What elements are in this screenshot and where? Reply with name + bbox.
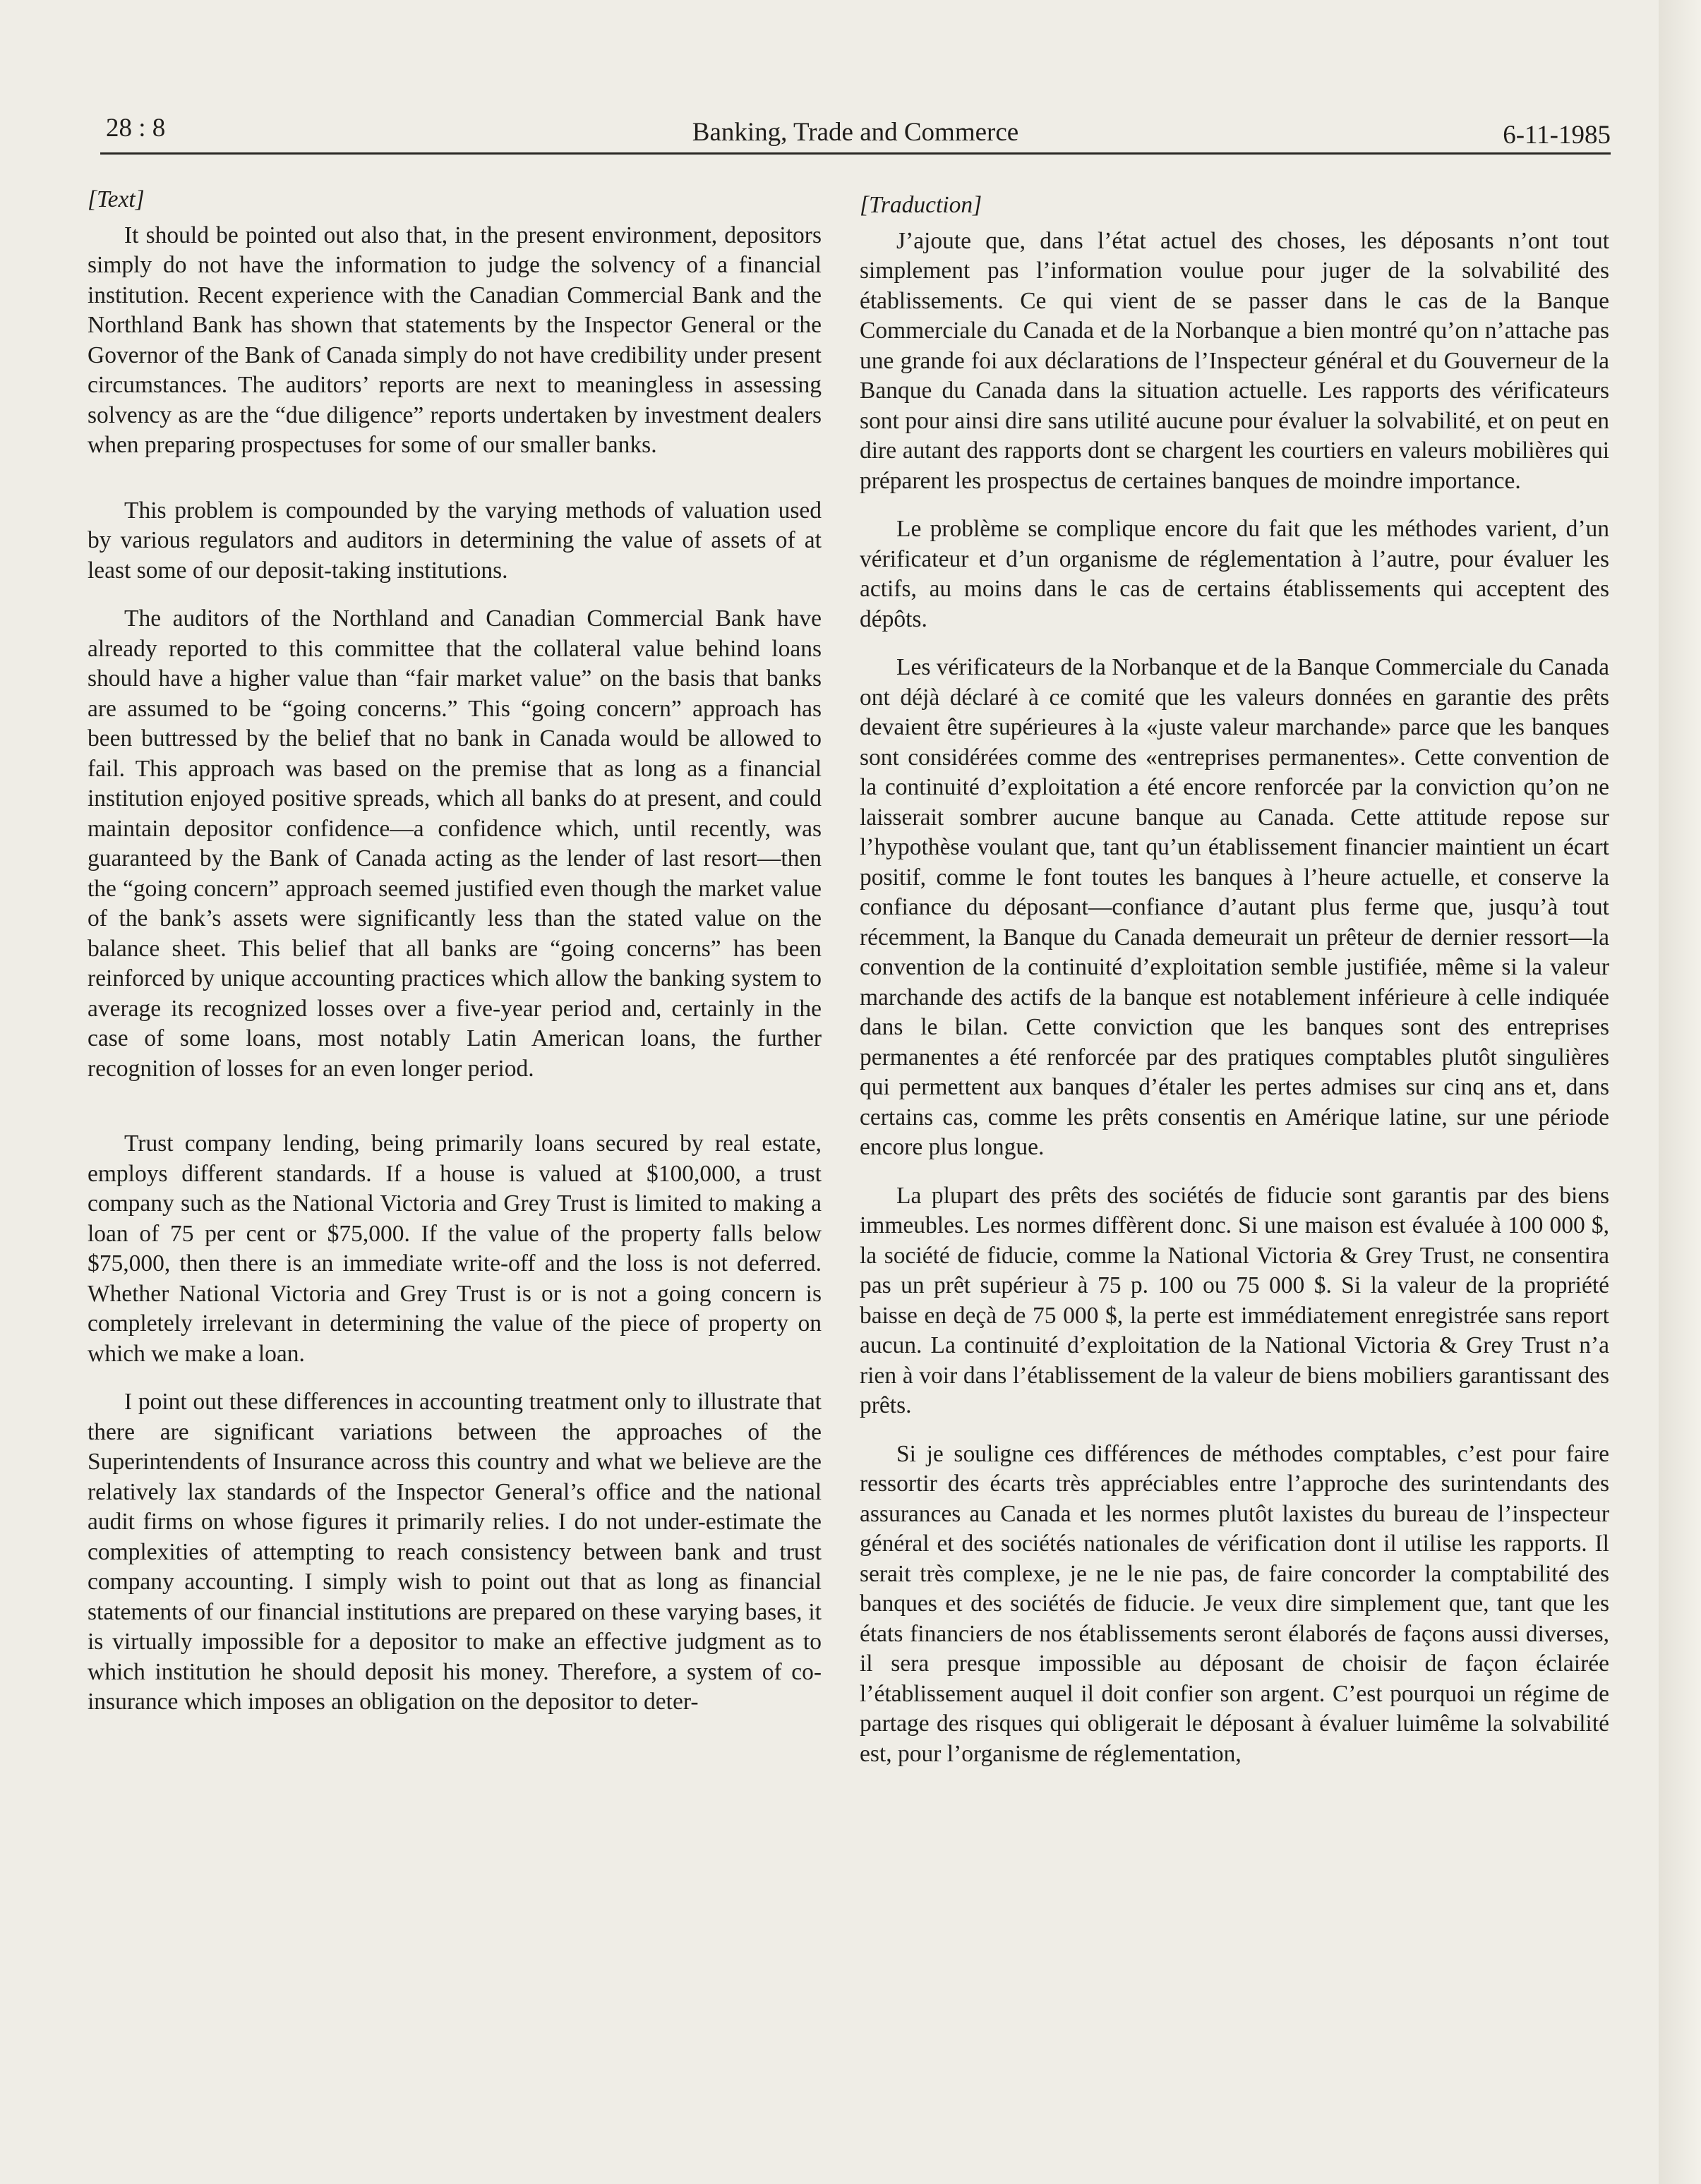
english-paragraph: I point out these differences in accounting treatment only to illustrate that there are significant variations between the approaches of the Superintendents of Insurance across this country and what we believe are the relatively lax standards of the Inspector General’s office and the national audit firms on whose figures it primarily relies. I do not under-estimate the complexities of attempting to reach consistency between bank and trust company accounting. I simply wish to point out that as long as financial statements of our financial institutions are prepared on these varying bases, it is virtually impossible for a depositor to make an effective judgment as to which institution he should deposit his money. Therefore, a system of co-insurance which imposes an obligation on the depositor to deter- bbox=[88, 1389, 822, 1715]
page-reference: 28 : 8 bbox=[106, 114, 166, 143]
english-paragraph: This problem is compounded by the varying methods of valuation used by various regulators and auditors in determining the value of assets of at least some of our deposit-taking institutions. bbox=[88, 497, 822, 584]
sitting-date: 6-11-1985 bbox=[1503, 121, 1611, 150]
english-paragraph: Trust company lending, being primarily loans secured by real estate, employs different standards. If a house is valued at $100,000, a trust company such as the National Victoria and Grey Trust is limited to making a loan of 75 per cent or $75,000. If the value of the property falls below $75,000, then there is an immediate write-off and the loss is not deferred. Whether National Victoria and Grey Trust is or is not a going concern is completely irrelevant in determining the value of the piece of property on which we make a loan. bbox=[88, 1130, 822, 1367]
header-rule bbox=[100, 152, 1611, 155]
french-paragraph: Les vérificateurs de la Norbanque et de la Banque Commerciale du Canada ont déjà déclaré à ce comité que les valeurs données en garantie des prêts devaient être supérieures à la «juste valeur marchande» parce que les banques sont considérées comme des «entreprises permanentes». Cette convention de la continuité d’exploitation a été encore renforcée par la conviction qu’on ne laisserait sombrer aucune banque au Canada. Cette attitude repose sur l’hypothèse voulant que, tant qu’un établissement financier maintient un écart positif, comme le font toutes les banques à l’heure actuelle, et conserve la confiance du déposant—confiance d’autant plus ferme que, jusqu’à tout récemment, la Banque du Canada demeurait un prêteur de dernier ressort—la convention de la continuité d’exploitation semble justifiée, même si la valeur marchande des actifs de la banque est notablement inférieure à celle indiquée dans le bilan. Cette conviction que les banques sont des entreprises permanentes a été renforcée par des pratiques comptables plutôt singulières qui permettent aux banques d’étaler les pertes admises sur cinq ans et, dans certains cas, comme les prêts consentis en Amérique latine, sur une période encore plus longue. bbox=[860, 654, 1609, 1160]
english-column bbox=[88, 185, 822, 1736]
running-header bbox=[100, 113, 1611, 155]
french-section-label: [Traduction] bbox=[860, 192, 982, 218]
english-paragraph: It should be pointed out also that, in the present environment, depositors simply do not have the information to judge the solvency of a financial institution. Recent experience with the Canadian Commercial Bank and the Northland Bank has shown that statements by the Inspector General or the Governor of the Bank of Canada simply do not have credibility under present circumstances. The auditors’ reports are next to meaningless in assessing solvency as are the “due diligence” reports undertaken by investment dealers when preparing prospectuses for some of our smaller banks. bbox=[88, 222, 822, 458]
french-paragraph: Le problème se complique encore du fait que les méthodes varient, d’un vérificateur et d’un organisme de réglementation à l’autre, pour évaluer les actifs, au moins dans le cas de certains établissements qui acceptent des dépôts. bbox=[860, 516, 1609, 632]
french-column bbox=[860, 191, 1609, 1787]
publication-title: Banking, Trade and Commerce bbox=[692, 118, 1019, 147]
english-paragraph: The auditors of the Northland and Canadian Commercial Bank have already reported to this committee that the collateral value behind loans should have a higher value than “fair market value” on the basis that banks are assumed to be “going concerns.” This “going concern” approach has been buttressed by the belief that no bank in Canada would be allowed to fail. This approach was based on the premise that as long as a financial institution enjoyed positive spreads, which all banks do at present, and could maintain depositor confidence—a confidence which, until recently, was guaranteed by the Bank of Canada acting as the lender of last resort—then the “going concern” approach seemed justified even though the market value of the bank’s assets were significantly less than the stated value on the balance sheet. This belief that all banks are “going concerns” has been reinforced by unique accounting practices which allow the banking system to average its recognized losses over a five-year period and, certainly in the case of some loans, most notably Latin American loans, the further recognition of losses for an even longer period. bbox=[88, 605, 822, 1082]
french-paragraph: La plupart des prêts des sociétés de fiducie sont garantis par des biens immeubles. Les normes diffèrent donc. Si une maison est évaluée à 100 000 $, la société de fiducie, comme la National Victoria & Grey Trust, ne consentira pas un prêt supérieur à 75 p. 100 ou 75 000 $. Si la valeur de la propriété baisse en deçà de 75 000 $, la perte est immédiatement enregistrée sans report aucun. La continuité d’exploitation de la National Victoria & Grey Trust n’a rien à voir dans l’établissement de la valeur de biens mobiliers garantissant des prêts. bbox=[860, 1182, 1609, 1418]
page-edge-shadow bbox=[1659, 0, 1701, 2184]
english-section-label: [Text] bbox=[88, 186, 145, 212]
french-paragraph: J’ajoute que, dans l’état actuel des choses, les déposants n’ont tout simplement pas l’information voulue pour juger de la solvabilité des établissements. Ce qui vient de se passer dans le cas de la Banque Commerciale du Canada et de la Norbanque a bien montré qu’on n’attache pas une grande foi aux déclarations de l’Inspecteur général et du Gouverneur de la Banque du Canada dans la situation actuelle. Les rapports des vérificateurs sont pour ainsi dire sans utilité aucune pour évaluer la solvabilité, et on peut en dire autant des rapports dont se chargent les courtiers en valeurs mobilières qui préparent les prospectus de certaines banques de moindre importance. bbox=[860, 227, 1609, 494]
french-paragraph: Si je souligne ces différences de méthodes comptables, c’est pour faire ressortir des écarts très appréciables entre l’approche des surintendants des assurances au Canada et les normes plutôt laxistes du bureau de l’inspecteur général et des sociétés nationales de vérification dont il utilise les rapports. Il serait très complexe, je ne le nie pas, de faire concorder la comptabilité des banques et des sociétés de fiducie. Je veux dire simplement que, tant que les états financiers de nos établissements seront élaborés de façons aussi diverses, il sera presque impossible au déposant de choisir de façon éclairée l’établissement auquel il doit confier son argent. C’est pourquoi un régime de partage des risques qui obligerait le déposant à évaluer luimême la solvabilité est, pour l’organisme de réglementation, bbox=[860, 1440, 1609, 1767]
